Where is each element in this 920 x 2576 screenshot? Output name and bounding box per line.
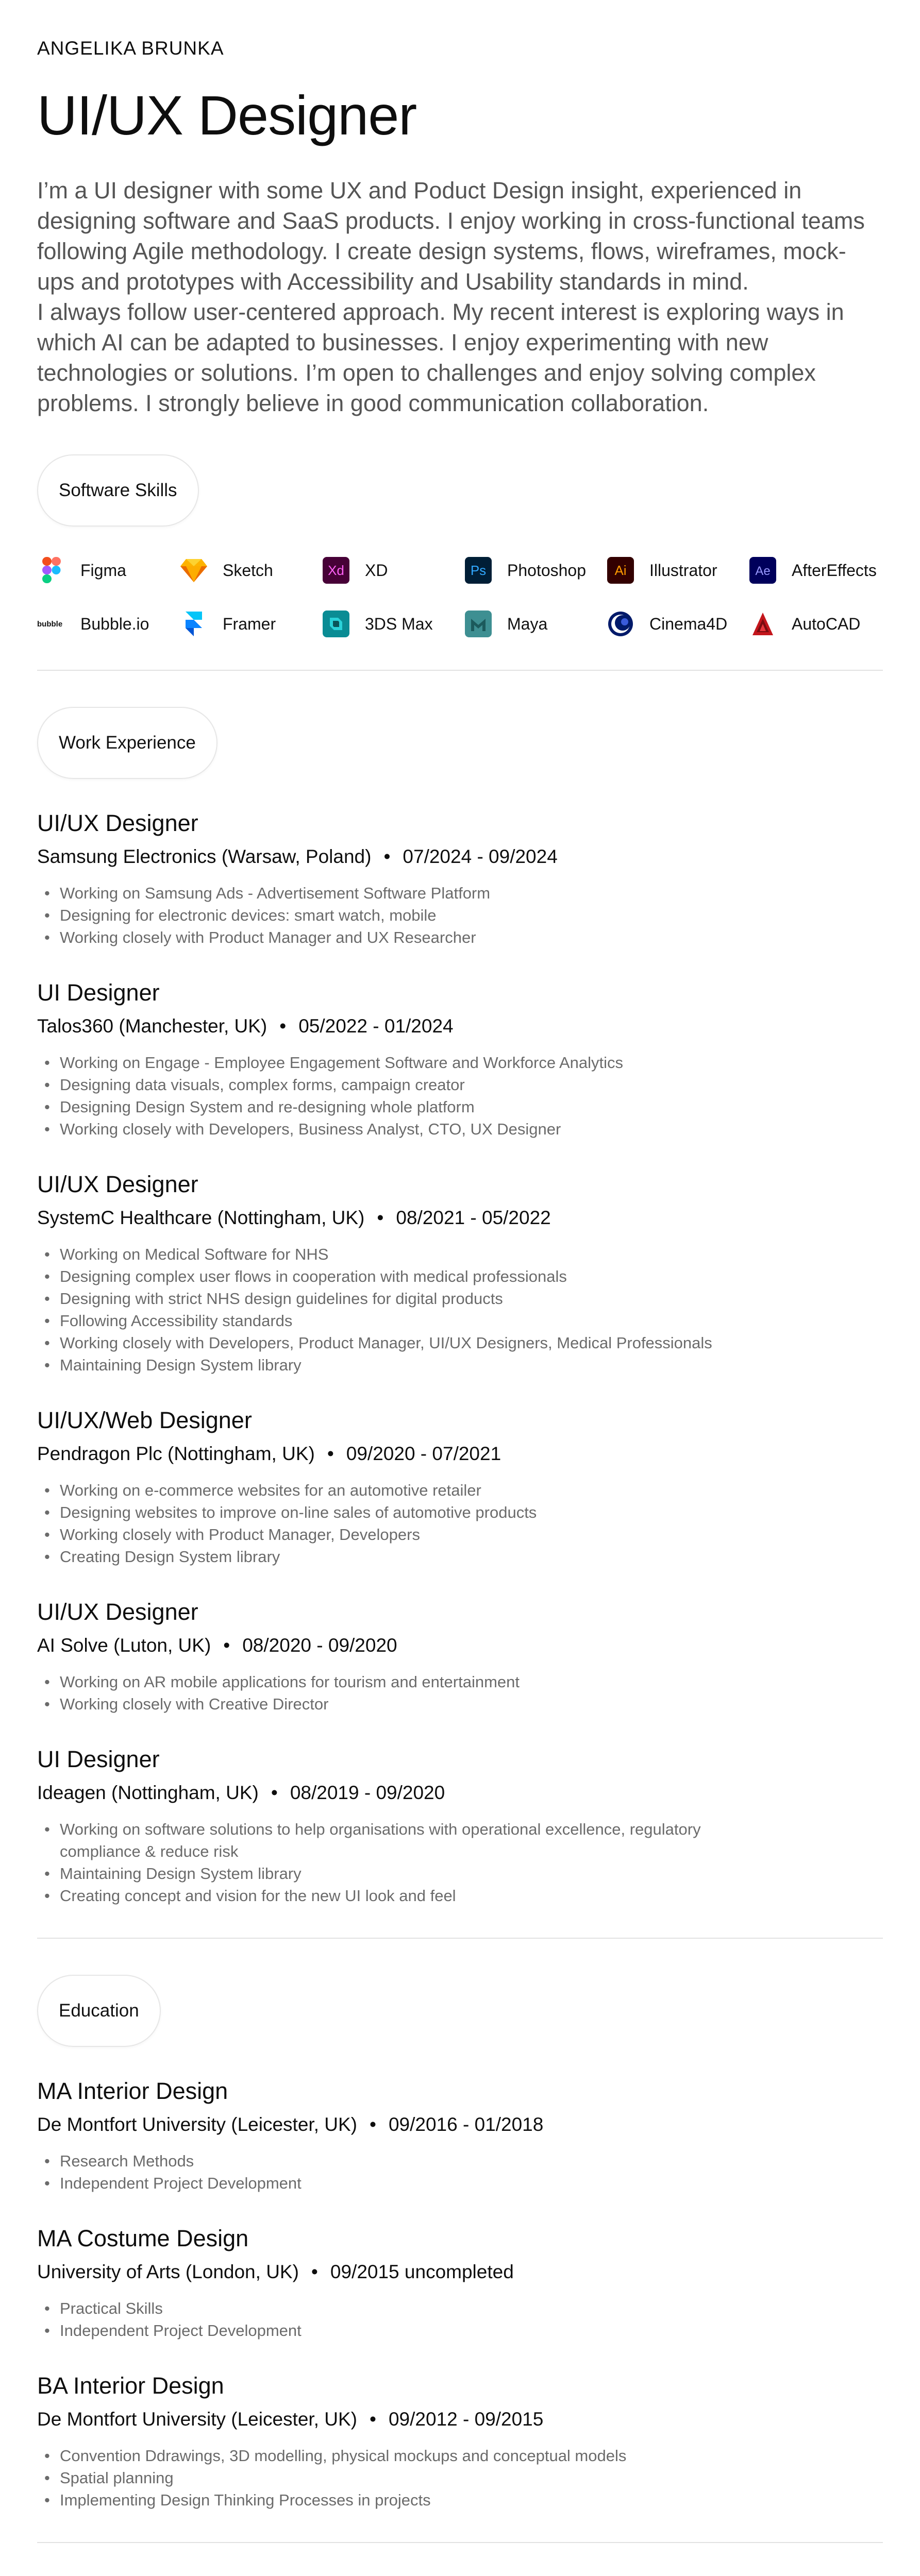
job-bullet: • Following Accessibility standards (60, 1310, 766, 1332)
xd-icon (322, 556, 350, 585)
job-bullet: • Maintaining Design System library (60, 1354, 766, 1376)
job-bullet: • Working on Medical Software for NHS (60, 1243, 766, 1265)
divider (37, 1938, 883, 1939)
job-bullet: • Working on Samsung Ads - Advertisement Software Platform (60, 882, 766, 904)
education-entry (37, 2371, 883, 2511)
job-bullet: • Working closely with Developers, Product Manager, UI/UX Designers, Medical Professionals (60, 1332, 766, 1354)
photoshop-icon (464, 556, 493, 585)
job-bullets (37, 1479, 883, 1568)
job-dates: 05/2022 - 01/2024 (298, 1015, 454, 1037)
job-bullet: • Working on software solutions to help organisations with operational excellence, regulatory compliance & reduce risk (60, 1818, 766, 1862)
job-bullet: • Designing Design System and re-designing whole platform (60, 1096, 766, 1118)
meta-separator: • (377, 1207, 384, 1228)
education-entry (37, 2224, 883, 2342)
education-bullet: • Spatial planning (60, 2467, 766, 2489)
section-heading-education: Education (37, 1975, 161, 2047)
xd-logo-text: Xd (328, 563, 344, 578)
skill-label: Framer (223, 614, 276, 633)
illustrator-icon (606, 556, 635, 585)
3dsmax-icon (322, 609, 350, 638)
education-degree: MA Interior Design (37, 2078, 228, 2104)
skill-item-maya (464, 609, 606, 639)
meta-separator: • (279, 1015, 287, 1037)
job-company: AI Solve (Luton, UK) (37, 1635, 211, 1656)
education-bullet: • Independent Project Development (60, 2172, 766, 2194)
job-bullet: • Working on AR mobile applications for tourism and entertainment (60, 1671, 766, 1693)
job-dates: 08/2021 - 05/2022 (396, 1207, 551, 1228)
section-heading-software-skills: Software Skills (37, 454, 199, 527)
job-meta (37, 1014, 883, 1038)
education-bullets (37, 2150, 883, 2194)
education-entry (37, 2077, 883, 2194)
job-bullets (37, 1243, 883, 1376)
education-dates: 09/2015 uncompleted (330, 2261, 514, 2282)
job-entry (37, 809, 883, 948)
job-company: Ideagen (Nottingham, UK) (37, 1782, 259, 1803)
ai-logo-text: Ai (614, 563, 627, 578)
job-meta (37, 1442, 883, 1466)
skill-label: 3DS Max (365, 614, 433, 633)
job-bullet: • Designing complex user flows in cooperation with medical professionals (60, 1265, 766, 1287)
bio-paragraph: I always follow user-centered approach. My recent interest is exploring ways in which AI can be adapted to businesses. I enjoy experimenting with new technologies or solutions. I’m open to challenges and enjoy solving complex problems. I strongly believe in good communication collaboration. (37, 299, 844, 416)
skill-item-3dsmax (322, 609, 464, 639)
page-title: UI/UX Designer (37, 84, 417, 146)
framer-icon (179, 609, 208, 638)
education-dates: 09/2016 - 01/2018 (388, 2114, 544, 2135)
job-dates: 08/2019 - 09/2020 (290, 1782, 445, 1803)
education-school: De Montfort University (Leicester, UK) (37, 2409, 357, 2430)
job-entry (37, 1598, 883, 1715)
education-bullets (37, 2445, 883, 2511)
cinema4d-icon (606, 609, 635, 638)
skill-label: Bubble.io (80, 614, 149, 633)
meta-separator: • (369, 2114, 376, 2135)
job-bullet: • Working on Engage - Employee Engagement Software and Workforce Analytics (60, 1052, 766, 1074)
skill-label: Photoshop (507, 561, 587, 580)
skill-label: Figma (80, 561, 126, 580)
job-bullet: • Working on e-commerce websites for an automotive retailer (60, 1479, 766, 1501)
divider (37, 2542, 883, 2543)
education-bullet: • Practical Skills (60, 2297, 766, 2319)
education-bullet: • Research Methods (60, 2150, 766, 2172)
job-bullets (37, 882, 883, 948)
bubble-icon (37, 609, 66, 638)
skill-label: AfterEffects (792, 561, 877, 580)
job-role: UI/UX/Web Designer (37, 1407, 252, 1433)
skill-item-photoshop (464, 555, 606, 585)
job-role: UI/UX Designer (37, 1599, 198, 1625)
education-bullet: • Implementing Design Thinking Processes in projects (60, 2489, 766, 2511)
divider (37, 670, 883, 671)
education-bullet: • Independent Project Development (60, 2319, 766, 2342)
meta-separator: • (369, 2409, 376, 2430)
education-meta (37, 2408, 883, 2431)
job-role: UI/UX Designer (37, 810, 198, 836)
job-company: Talos360 (Manchester, UK) (37, 1015, 267, 1037)
job-meta (37, 1634, 883, 1657)
skill-item-framer (179, 609, 322, 639)
ae-logo-text: Ae (755, 564, 771, 578)
skill-item-aftereffects (748, 555, 891, 585)
job-meta (37, 1206, 883, 1230)
job-bullets (37, 1052, 883, 1140)
job-role: UI Designer (37, 979, 160, 1006)
job-bullets (37, 1818, 883, 1907)
job-entry (37, 1745, 883, 1907)
job-meta (37, 845, 883, 869)
skill-label: Maya (507, 614, 548, 633)
job-bullet: • Creating Design System library (60, 1546, 766, 1568)
maya-icon (464, 609, 493, 638)
job-dates: 08/2020 - 09/2020 (242, 1635, 397, 1656)
education-meta (37, 2260, 883, 2284)
job-role: UI/UX Designer (37, 1171, 198, 1197)
bio-paragraph: I’m a UI designer with some UX and Poduct Design insight, experienced in designing software and SaaS products. I enjoy working in cross-functional teams following Agile methodology. I create design systems, flows, wireframes, mock-ups and prototypes with Accessibility and Usability standards in mind. (37, 177, 865, 295)
education-school: University of Arts (London, UK) (37, 2261, 299, 2282)
job-entry (37, 1406, 883, 1568)
job-bullet: • Working closely with Developers, Business Analyst, CTO, UX Designer (60, 1118, 766, 1140)
skill-item-cinema4d (606, 609, 748, 639)
skill-item-figma (37, 555, 179, 585)
skill-item-illustrator (606, 555, 748, 585)
figma-icon (37, 556, 66, 585)
meta-separator: • (223, 1635, 230, 1656)
skill-item-autocad (748, 609, 891, 639)
education-degree: BA Interior Design (37, 2372, 224, 2399)
autocad-icon (748, 609, 777, 638)
meta-separator: • (327, 1443, 334, 1464)
job-bullet: • Working closely with Product Manager and UX Researcher (60, 926, 766, 948)
skill-item-xd (322, 555, 464, 585)
job-bullet: • Designing websites to improve on-line sales of automotive products (60, 1501, 766, 1523)
job-company: SystemC Healthcare (Nottingham, UK) (37, 1207, 365, 1228)
job-bullet: • Working closely with Creative Director (60, 1693, 766, 1715)
job-bullets (37, 1671, 883, 1715)
job-dates: 09/2020 - 07/2021 (346, 1443, 501, 1464)
sketch-icon (179, 556, 208, 585)
owner-name: ANGELIKA BRUNKA (37, 38, 224, 59)
job-entry (37, 978, 883, 1140)
job-bullet: • Designing with strict NHS design guidelines for digital products (60, 1287, 766, 1310)
job-bullet: • Creating concept and vision for the new UI look and feel (60, 1885, 766, 1907)
meta-separator: • (271, 1782, 278, 1803)
education-dates: 09/2012 - 09/2015 (388, 2409, 544, 2430)
job-dates: 07/2024 - 09/2024 (403, 846, 558, 867)
job-entry (37, 1170, 883, 1376)
job-meta (37, 1781, 883, 1805)
skill-label: XD (365, 561, 388, 580)
bio (37, 175, 883, 418)
skill-item-sketch (179, 555, 322, 585)
section-heading-work-experience: Work Experience (37, 707, 218, 779)
education-meta (37, 2113, 883, 2137)
skill-label: Illustrator (649, 561, 717, 580)
skill-label: Sketch (223, 561, 273, 580)
job-company: Pendragon Plc (Nottingham, UK) (37, 1443, 315, 1464)
job-bullet: • Working closely with Product Manager, Developers (60, 1523, 766, 1546)
education-bullets (37, 2297, 883, 2342)
meta-separator: • (311, 2261, 318, 2282)
ps-logo-text: Ps (470, 563, 487, 578)
skill-label: AutoCAD (792, 614, 861, 633)
bubble-logo-text: bubble (37, 620, 63, 629)
education-bullet: • Convention Ddrawings, 3D modelling, physical mockups and conceptual models (60, 2445, 766, 2467)
meta-separator: • (383, 846, 391, 867)
job-company: Samsung Electronics (Warsaw, Poland) (37, 846, 372, 867)
job-bullet: • Designing data visuals, complex forms, campaign creator (60, 1074, 766, 1096)
education-school: De Montfort University (Leicester, UK) (37, 2114, 357, 2135)
education-degree: MA Costume Design (37, 2225, 249, 2251)
skill-item-bubble (37, 609, 179, 639)
job-role: UI Designer (37, 1746, 160, 1772)
aftereffects-icon (748, 556, 777, 585)
job-bullet: • Maintaining Design System library (60, 1862, 766, 1885)
skill-label: Cinema4D (649, 614, 728, 633)
skills-grid (37, 555, 883, 639)
job-bullet: • Designing for electronic devices: smart watch, mobile (60, 904, 766, 926)
